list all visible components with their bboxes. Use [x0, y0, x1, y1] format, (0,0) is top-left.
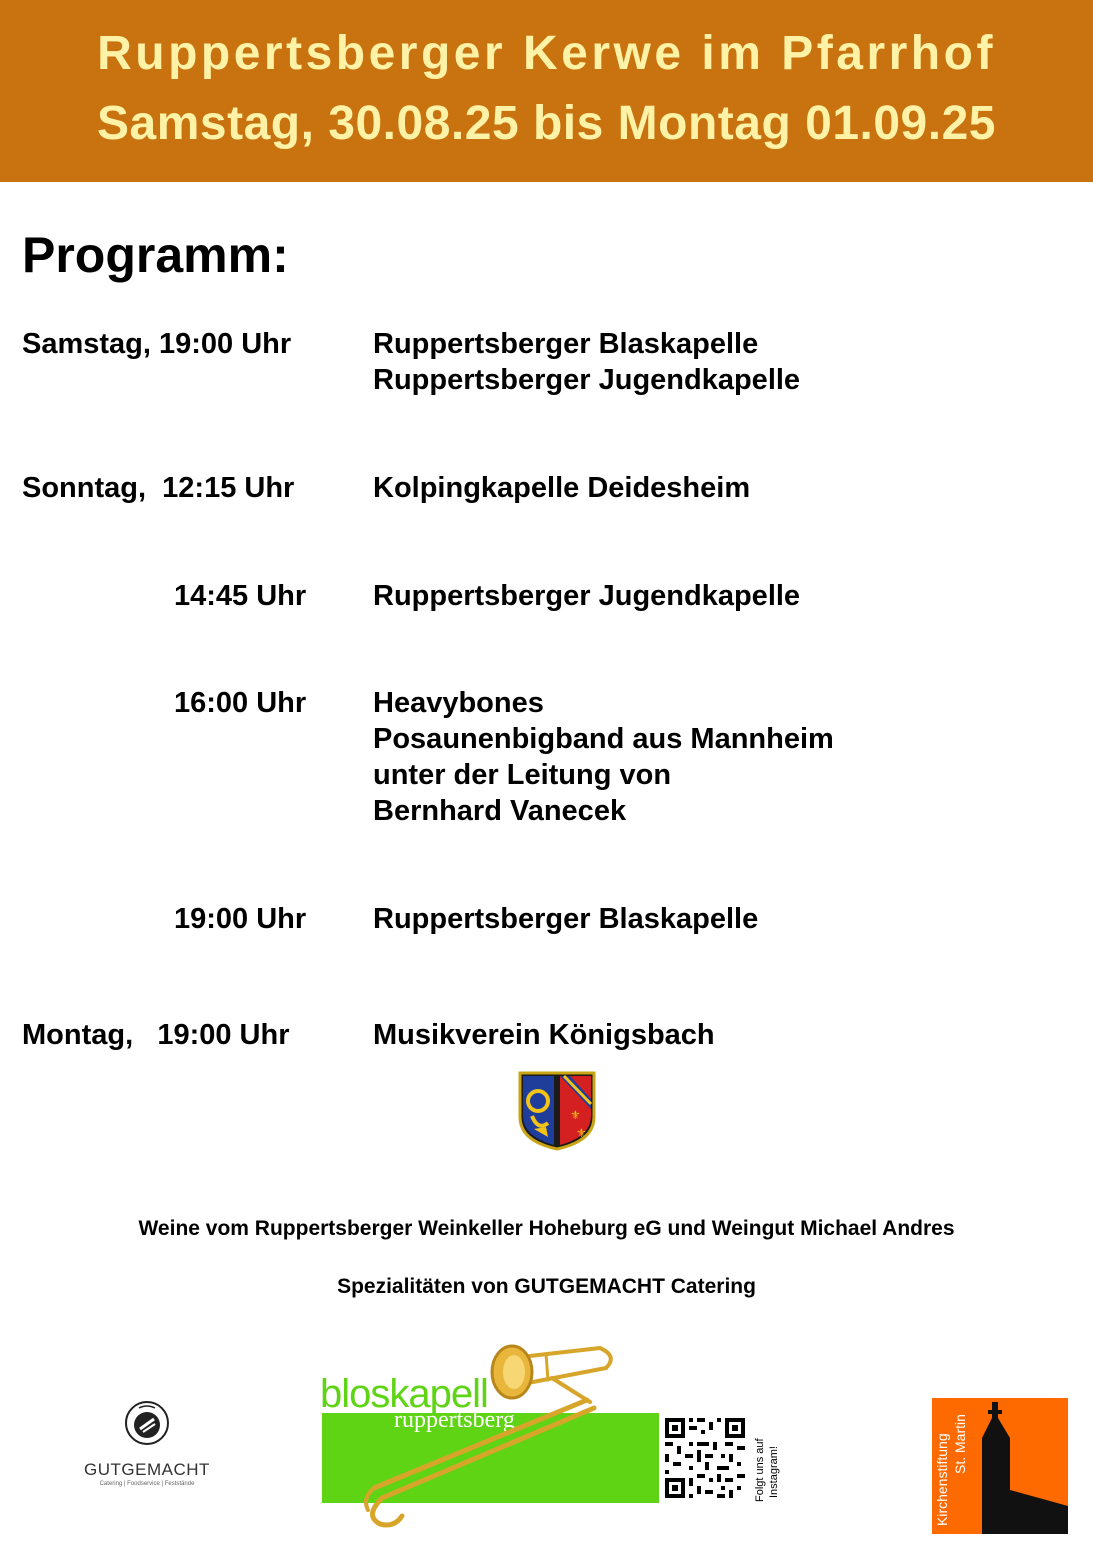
wine-sponsors: Weine vom Ruppertsberger Weinkeller Hoheburg eG und Weingut Michael Andres [138, 1217, 955, 1240]
gutgemacht-logo-icon [124, 1400, 170, 1446]
trombone-icon [362, 1338, 622, 1534]
event-dates: Samstag, 30.08.25 bis Montag 01.09.25 [97, 97, 996, 150]
kirchenstiftung-line1: Kirchenstiftung [934, 1433, 950, 1526]
gutgemacht-name: GUTGEMACHT [84, 1460, 210, 1479]
event-title: Ruppertsberger Kerwe im Pfarrhof [97, 27, 996, 80]
svg-text:⚜: ⚜ [570, 1108, 581, 1122]
instagram-line1: Folgt uns auf [754, 1438, 766, 1502]
gutgemacht-tagline: Catering | Foodservice | Feststände [99, 1481, 195, 1487]
instagram-line2: Instagram! [768, 1446, 780, 1498]
kirchenstiftung-logo [932, 1398, 1068, 1534]
bloskapell-name: bloskapell [320, 1372, 488, 1416]
program-act: Kolpingkapelle Deidesheim [373, 472, 751, 504]
program-time: 14:45 Uhr [174, 580, 307, 612]
qr-code-icon [662, 1415, 748, 1501]
coat-of-arms-icon [518, 1071, 596, 1151]
program-act: Musikverein Königsbach [373, 1019, 715, 1051]
program-act: Ruppertsberger Jugendkapelle [373, 580, 801, 612]
header-banner [0, 0, 1093, 182]
program-act: Ruppertsberger Blaskapelle [373, 328, 759, 360]
program-act: unter der Leitung von [373, 759, 672, 791]
bloskapell-place: ruppertsberg [394, 1407, 515, 1433]
instagram-callout [752, 1418, 782, 1502]
program-act: Heavybones [373, 687, 544, 719]
program-time: 19:00 Uhr [174, 903, 307, 935]
program-act: Ruppertsberger Jugendkapelle [373, 364, 801, 396]
program-day-time: Sonntag, 12:15 Uhr [22, 472, 295, 504]
svg-text:⚜: ⚜ [576, 1126, 587, 1140]
program-time: 16:00 Uhr [174, 687, 307, 719]
program-act: Posaunenbigband aus Mannheim [373, 723, 834, 755]
program-day-time: Samstag, 19:00 Uhr [22, 328, 292, 360]
program-title: Programm: [22, 227, 289, 283]
program-act: Ruppertsberger Blaskapelle [373, 903, 759, 935]
catering-sponsor: Spezialitäten von GUTGEMACHT Catering [337, 1275, 756, 1298]
program-day-time: Montag, 19:00 Uhr [22, 1019, 290, 1051]
kirchenstiftung-line2: St. Martin [952, 1414, 968, 1474]
program-act: Bernhard Vanecek [373, 795, 627, 827]
